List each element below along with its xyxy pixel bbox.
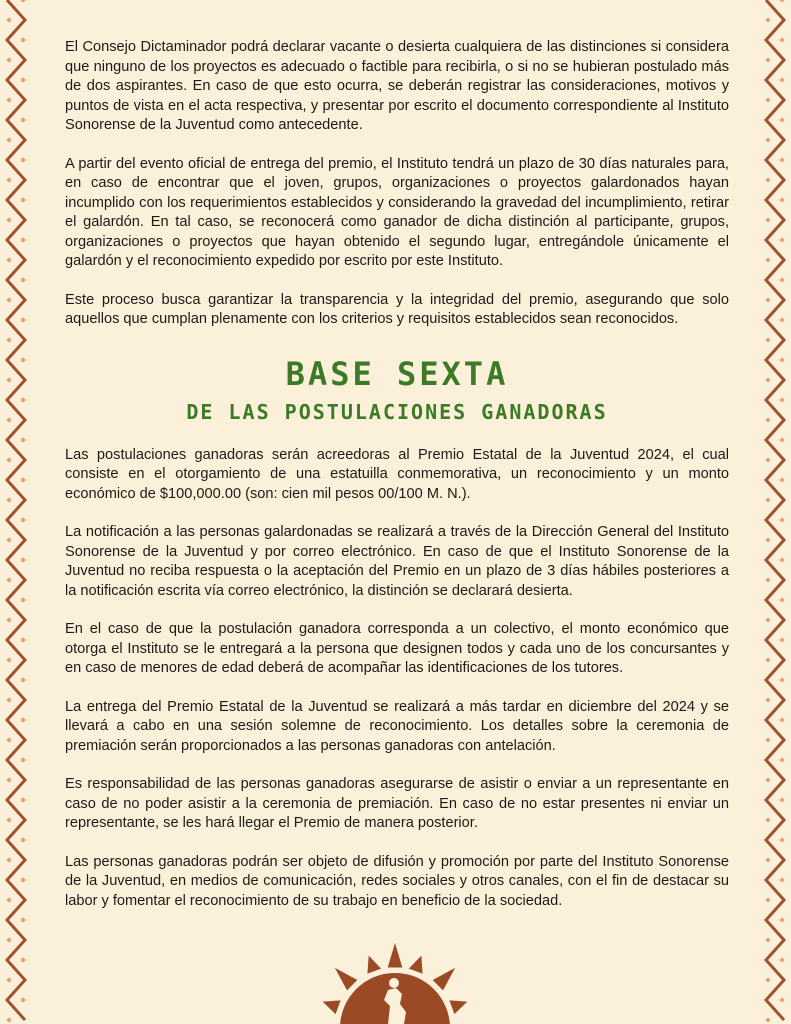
paragraph-notification: La notificación a las personas galardonadas se realizará a través de la Dirección General del Instituto Sonorense de la Juventud y por correo electrónico. En caso de que el Instituto Sonorense de la Juventud no reciba respuesta o la aceptación del Premio en un plazo de 3 días hábiles posteriores a la notificación escrita vía correo electrónico, la distinción se declarará desierta. — [65, 524, 729, 599]
section-subtitle: DE LAS POSTULACIONES GANADORAS — [186, 399, 608, 424]
paragraph-prize: Las postulaciones ganadoras serán acreedoras al Premio Estatal de la Juventud 2024, el cual consiste en el otorgamiento de una estatuilla conmemorativa, un reconocimiento y un monto económico de $100,000.00 (son: cien mil pesos 00/100 M. N.). — [65, 446, 729, 502]
paragraph-award-withdrawal: A partir del evento oficial de entrega del premio, el Instituto tendrá un plazo de 30 días naturales para, en caso de encontrar que el joven, grupos, organizaciones o proyectos galardonados hayan incumplido con los requerimientos establecidos y considerando la gravedad del incumplimiento, retirar el galardón. En tal caso, se reconocerá como ganador de dicha distinción al participante, grupos, organizaciones o proyectos que hayan obtenido el segundo lugar, entregándole únicamente el galardón y el reconocimiento expedido por escrito por este Instituto. — [65, 155, 729, 269]
paragraph-transparency: Este proceso busca garantizar la transparencia y la integridad del premio, asegurando que solo aquellos que cumplan plenamente con los criterios y requisitos establecidos sean reconocidos. — [65, 291, 729, 327]
right-zigzag-border — [759, 0, 791, 1024]
paragraph-ceremony: La entrega del Premio Estatal de la Juventud se realizará a más tardar en diciembre del 2024 y se llevará a cabo en una sesión solemne de reconocimiento. Los detalles sobre la ceremonia de premiación serán proporcionados a las personas ganadoras con antelación. — [65, 698, 729, 754]
left-zigzag-border — [0, 0, 32, 1024]
paragraph-collective: En el caso de que la postulación ganadora corresponda a un colectivo, el monto económico que otorga el Instituto se le entregará a la persona que designen todos y cada uno de los concursantes y en caso de menores de edad deberá de acompañar las identificaciones de los tutores. — [65, 621, 729, 676]
paragraph-promotion: Las personas ganadoras podrán ser objeto de difusión y promoción por parte del Instituto Sonorense de la Juventud, en medios de comunicación, redes sociales y otros canales, con el fin de destacar su labor y fomentar el reconocimiento de su trabajo en beneficio de la sociedad. — [65, 853, 729, 909]
document-body — [65, 38, 729, 911]
paragraph-vacancy: El Consejo Dictaminador podrá declarar vacante o desierta cualquiera de las distinciones si considera que ninguno de los proyectos es adecuado o factible para recibirla, o si no se hubieran postulado más de dos aspirantes. En caso de que esto ocurra, se deberán registrar las consideraciones, motivos y puntos de vista en el acta respectiva, y presentar por escrito el documento correspondiente al Instituto Sonorense de la Juventud como antecedente. — [65, 39, 729, 133]
paragraph-attendance: Es responsabilidad de las personas ganadoras asegurarse de asistir o enviar a un representante en caso de no poder asistir a la ceremonia de premiación. En caso de no estar presentes ni enviar un representante, se les hará llegar el Premio de manera posterior. — [65, 776, 729, 831]
sun-emblem-icon — [310, 928, 480, 1024]
section-title: BASE SEXTA — [285, 354, 509, 393]
